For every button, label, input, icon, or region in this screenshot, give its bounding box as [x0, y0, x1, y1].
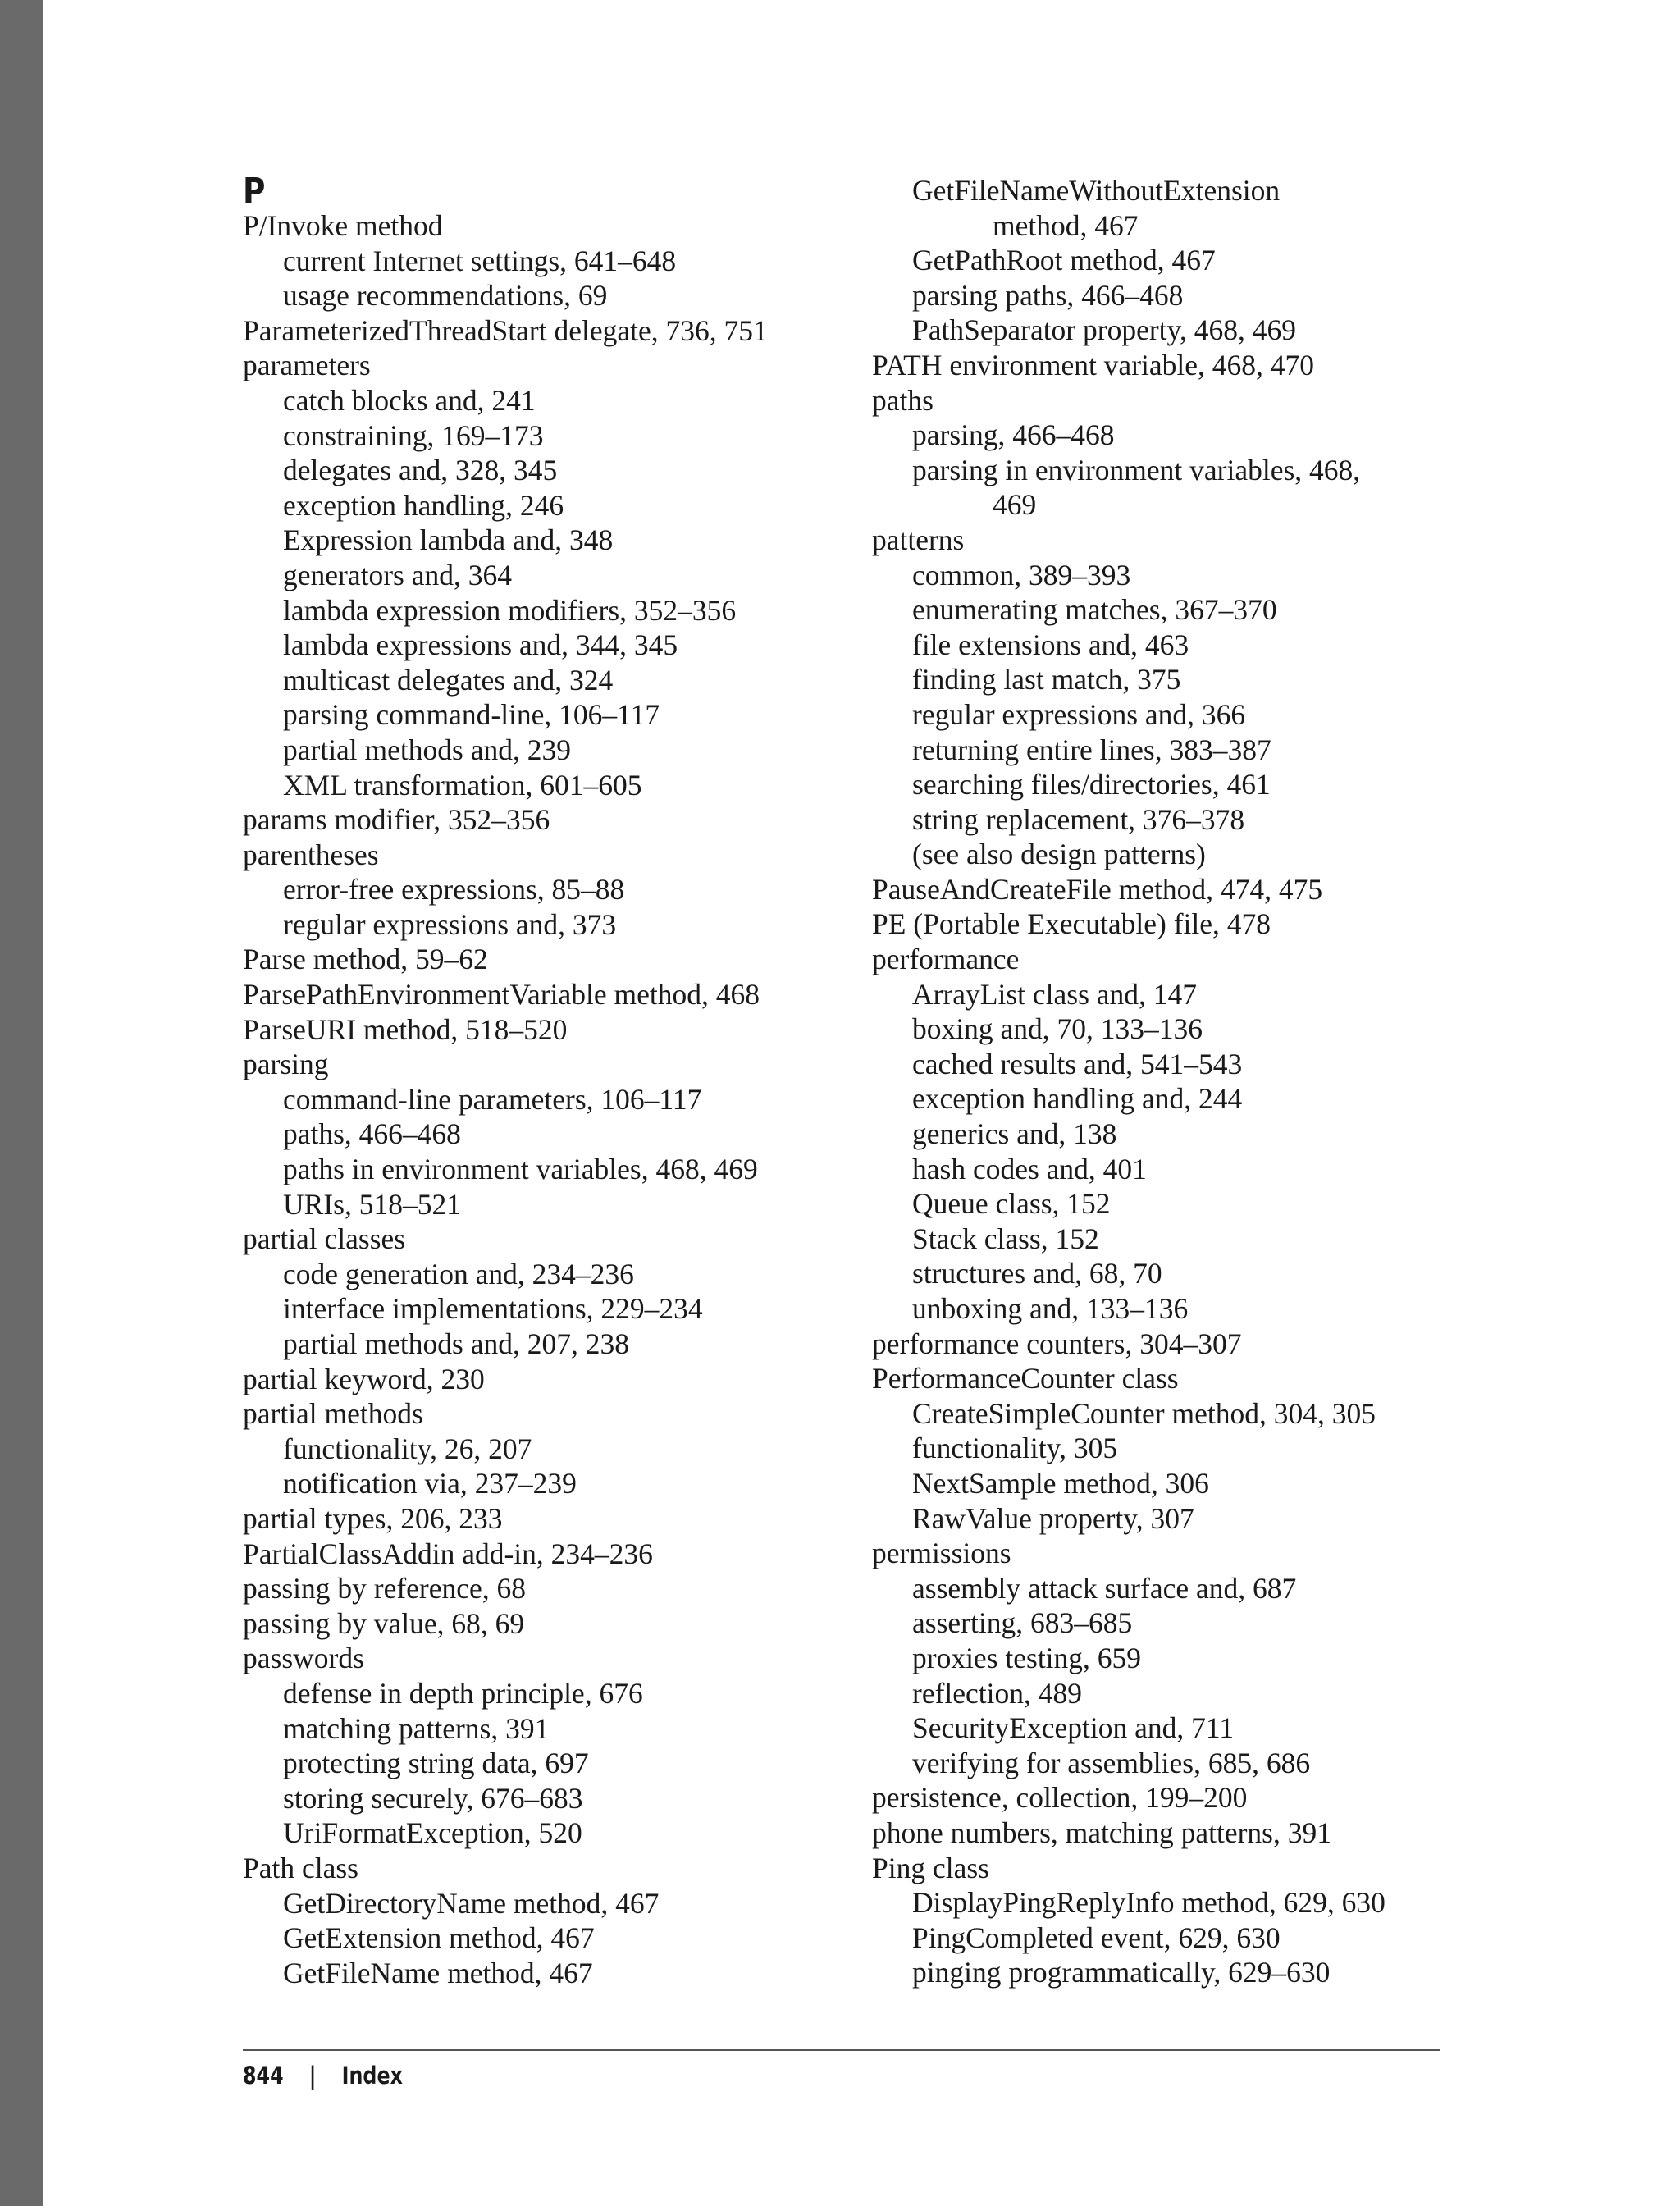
index-subentry: reflection, 489 — [912, 1676, 1083, 1710]
index-entry: persistence, collection, 199–200 — [872, 1781, 1248, 1815]
index-entry: performance — [872, 943, 1020, 976]
index-subentry: exception handling, 246 — [283, 488, 564, 522]
index-subentry: UriFormatException, 520 — [283, 1816, 582, 1850]
index-subentry: constraining, 169–173 — [283, 418, 544, 452]
index-entry: P/Invoke method — [243, 209, 443, 242]
index-subentry: lambda expression modifiers, 352–356 — [283, 593, 737, 627]
index-entry: parsing — [243, 1048, 329, 1081]
index-entry: PartialClassAddin add-in, 234–236 — [243, 1537, 653, 1570]
index-subentry: storing securely, 676–683 — [283, 1781, 583, 1815]
index-subentry: GetPathRoot method, 467 — [912, 244, 1216, 277]
footer-separator: | — [308, 2062, 317, 2090]
index-subentry: protecting string data, 697 — [283, 1747, 589, 1780]
index-subentry: common, 389–393 — [912, 558, 1131, 591]
index-subentry: exception handling and, 244 — [912, 1082, 1243, 1116]
index-entry: Ping class — [872, 1851, 989, 1884]
index-subentry: searching files/directories, 461 — [912, 768, 1271, 802]
index-subentry: returning entire lines, 383–387 — [912, 733, 1271, 766]
index-subentry: partial methods and, 239 — [283, 733, 571, 766]
index-subentry: enumerating matches, 367–370 — [912, 593, 1277, 627]
index-entry: partial classes — [243, 1222, 406, 1256]
index-subentry: parsing command-line, 106–117 — [283, 698, 660, 732]
page-footer — [243, 2059, 403, 2092]
index-subentry: functionality, 305 — [912, 1432, 1118, 1465]
right-entry-list — [872, 173, 1495, 1990]
index-subentry: parsing, 466–468 — [912, 418, 1115, 452]
index-subentry: unboxing and, 133–136 — [912, 1292, 1189, 1325]
index-column-right — [872, 173, 1495, 1990]
index-subentry: paths in environment variables, 468, 469 — [283, 1153, 758, 1186]
index-subentry: Queue class, 152 — [912, 1187, 1111, 1221]
index-subentry: verifying for assemblies, 685, 686 — [912, 1746, 1311, 1779]
index-subentry: generics and, 138 — [912, 1117, 1117, 1151]
index-subentry: functionality, 26, 207 — [283, 1432, 532, 1465]
section-letter: P — [243, 171, 266, 212]
index-subentry: RawValue property, 307 — [912, 1501, 1194, 1535]
index-subentry: code generation and, 234–236 — [283, 1257, 634, 1290]
index-entry: PauseAndCreateFile method, 474, 475 — [872, 872, 1323, 906]
index-subentry: command-line parameters, 106–117 — [283, 1082, 702, 1116]
index-subentry: (see also design patterns) — [912, 838, 1206, 871]
index-subentry: GetFileNameWithoutExtension — [912, 174, 1281, 207]
index-subentry: interface implementations, 229–234 — [283, 1292, 703, 1326]
index-entry: PATH environment variable, 468, 470 — [872, 348, 1315, 381]
index-entry: ParsePathEnvironmentVariable method, 468 — [243, 978, 760, 1012]
index-subentry: usage recommendations, 69 — [283, 279, 608, 313]
index-entry: ParseURI method, 518–520 — [243, 1012, 568, 1046]
index-subentry: paths, 466–468 — [283, 1117, 461, 1151]
index-entry: partial keyword, 230 — [243, 1362, 485, 1395]
index-subentry: current Internet settings, 641–648 — [283, 244, 677, 277]
index-subentry: assembly attack surface and, 687 — [912, 1571, 1297, 1605]
index-subentry: partial methods and, 207, 238 — [283, 1327, 629, 1360]
index-subentry: hash codes and, 401 — [912, 1152, 1147, 1185]
footer-section-label: Index — [341, 2062, 403, 2090]
index-subentry: boxing and, 70, 133–136 — [912, 1012, 1203, 1046]
index-subentry: Stack class, 152 — [912, 1222, 1099, 1255]
index-entry: passwords — [243, 1642, 364, 1675]
index-subentry: parsing in environment variables, 468, — [912, 453, 1361, 486]
index-entry: ParameterizedThreadStart delegate, 736, 751 — [243, 313, 768, 347]
index-subentry: defense in depth principle, 676 — [283, 1676, 643, 1710]
index-subentry: proxies testing, 659 — [912, 1641, 1142, 1674]
index-subentry: finding last match, 375 — [912, 663, 1181, 697]
index-subentry: XML transformation, 601–605 — [283, 768, 642, 802]
index-subentry: lambda expressions and, 344, 345 — [283, 628, 678, 662]
index-subentry: error-free expressions, 85–88 — [283, 873, 625, 907]
index-entry: PerformanceCounter class — [872, 1362, 1179, 1395]
index-subentry: SecurityException and, 711 — [912, 1711, 1235, 1745]
footer-divider — [243, 2049, 1440, 2051]
index-subentry: GetExtension method, 467 — [283, 1921, 595, 1955]
index-subentry: file extensions and, 463 — [912, 628, 1189, 661]
index-subentry: regular expressions and, 373 — [283, 907, 617, 941]
page-edge-bar — [0, 0, 43, 2206]
index-entry: parentheses — [243, 838, 379, 871]
index-subentry: catch blocks and, 241 — [283, 383, 536, 417]
index-subentry: GetDirectoryName method, 467 — [283, 1886, 660, 1920]
index-entry: PE (Portable Executable) file, 478 — [872, 907, 1271, 941]
index-subentry: regular expressions and, 366 — [912, 697, 1246, 731]
index-entry: paths — [872, 383, 934, 417]
index-subentry: matching patterns, 391 — [283, 1711, 550, 1745]
index-entry: passing by reference, 68 — [243, 1572, 526, 1605]
index-subentry: cached results and, 541–543 — [912, 1047, 1243, 1080]
index-subentry: ArrayList class and, 147 — [912, 977, 1198, 1011]
index-entry: permissions — [872, 1537, 1011, 1570]
index-entry: patterns — [872, 523, 965, 556]
index-entry: Parse method, 59–62 — [243, 943, 488, 976]
index-entry: params modifier, 352–356 — [243, 803, 550, 837]
index-subentry: parsing paths, 466–468 — [912, 278, 1184, 312]
index-subentry: structures and, 68, 70 — [912, 1257, 1162, 1290]
index-subentry: multicast delegates and, 324 — [283, 663, 614, 697]
index-subentry: NextSample method, 306 — [912, 1466, 1209, 1500]
index-subentry: generators and, 364 — [283, 558, 512, 591]
index-entry: passing by value, 68, 69 — [243, 1606, 525, 1640]
index-entry: partial methods — [243, 1397, 423, 1431]
index-subentry: Expression lambda and, 348 — [283, 523, 614, 557]
index-entry: Path class — [243, 1851, 358, 1884]
index-continuation: 469 — [993, 488, 1037, 522]
index-subentry: GetFileName method, 467 — [283, 1956, 593, 1989]
index-subentry: notification via, 237–239 — [283, 1467, 577, 1500]
page-number: 844 — [243, 2062, 284, 2090]
left-entry-list — [243, 208, 866, 1990]
index-subentry: string replacement, 376–378 — [912, 802, 1245, 836]
index-subentry: PingCompleted event, 629, 630 — [912, 1921, 1281, 1954]
index-entry: performance counters, 304–307 — [872, 1327, 1242, 1360]
index-subentry: PathSeparator property, 468, 469 — [912, 313, 1296, 347]
index-subentry: CreateSimpleCounter method, 304, 305 — [912, 1396, 1376, 1430]
index-entry: phone numbers, matching patterns, 391 — [872, 1815, 1331, 1849]
index-entry: partial types, 206, 233 — [243, 1501, 503, 1535]
index-subentry: delegates and, 328, 345 — [283, 454, 558, 487]
index-continuation: method, 467 — [993, 208, 1139, 242]
index-subentry: DisplayPingReplyInfo method, 629, 630 — [912, 1886, 1386, 1920]
index-entry: parameters — [243, 349, 371, 382]
index-subentry: asserting, 683–685 — [912, 1606, 1133, 1640]
index-subentry: pinging programmatically, 629–630 — [912, 1956, 1331, 1989]
index-subentry: URIs, 518–521 — [283, 1187, 461, 1221]
index-column-left — [243, 173, 866, 1990]
